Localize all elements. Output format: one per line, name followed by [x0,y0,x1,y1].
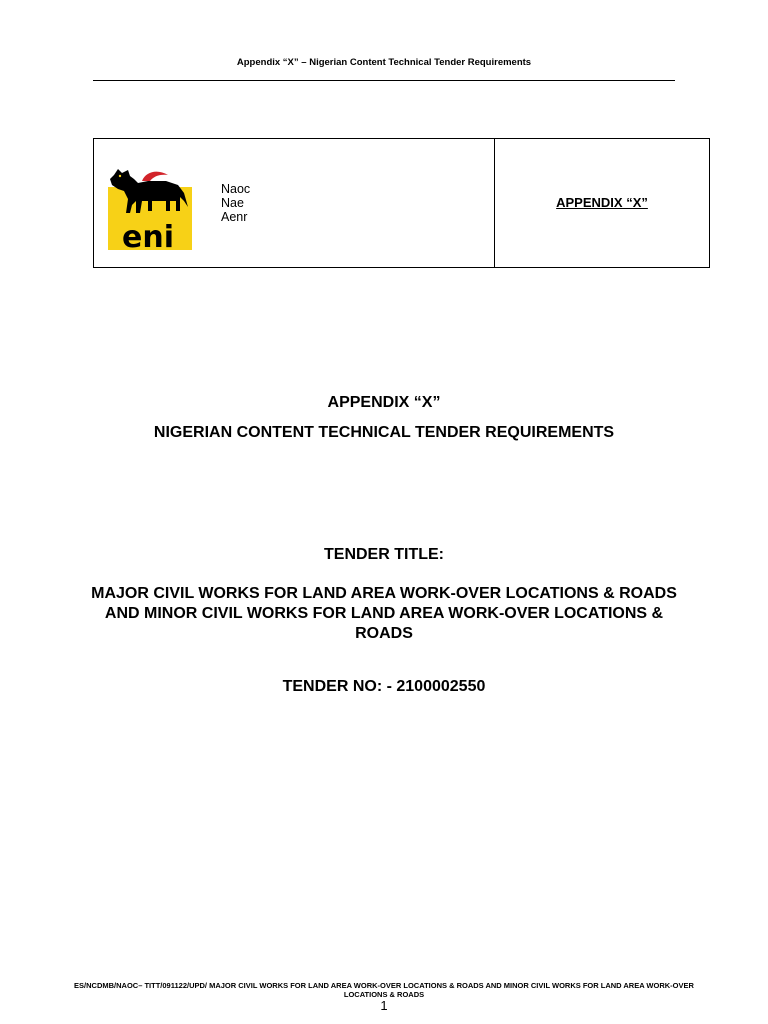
running-header-title: Appendix “X” – Nigerian Content Technical Tender Requirements [236,57,532,68]
eni-logo-icon [108,167,194,250]
appendix-label: APPENDIX “X” [556,195,648,210]
tender-title-text: MAJOR CIVIL WORKS FOR LAND AREA WORK-OVER LOCATIONS & ROADS AND MINOR CIVIL WORKS FOR LAND AREA WORK-OVER LOCATIONS & ROADS [91,585,677,642]
page-number: 1 [380,998,388,1013]
header-rule [93,80,675,81]
company-lines [221,182,250,224]
company-line: Nae [221,196,244,210]
document-subtitle: NIGERIAN CONTENT TECHNICAL TENDER REQUIREMENTS [153,424,615,441]
tender-number: TENDER NO: - 2100002550 [282,678,486,695]
cover-table [93,138,710,268]
tender-title-label: TENDER TITLE: [324,546,444,563]
company-line: Naoc [221,182,251,196]
footer-reference: ES/NCDMB/NAOC– TITT/091122/UPD/ MAJOR CIVIL WORKS FOR LAND AREA WORK-OVER LOCATIONS & ROADS AND MINOR CIVIL WORKS FOR LAND AREA WORK-OVER LOCATIONS & ROADS [74,981,694,999]
eni-wordmark: eni [122,220,174,250]
company-line: Aenr [221,210,248,224]
appendix-heading: APPENDIX “X” [327,394,441,411]
